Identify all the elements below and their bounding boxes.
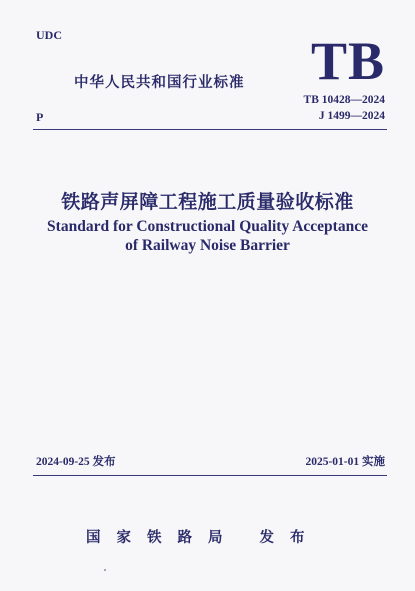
tb-logo: TB [310,31,385,91]
title-chinese: 铁路声屏障工程施工质量验收标准 [61,191,354,213]
publish-date: 2024-09-25 发布 [36,456,116,468]
ccs-label: P [36,110,44,124]
udc-label: UDC [36,28,62,42]
standard-type: 中华人民共和国行业标准 [74,75,245,91]
print-speck [104,569,106,571]
standard-numbers [304,92,385,124]
bottom-divider [33,475,387,476]
top-divider [33,129,387,130]
issuer: 国家铁路局 发布 [86,530,321,546]
title-english-line1: Standard for Constructional Quality Acceptance [47,218,368,235]
standard-number: TB 10428—2024 [303,94,385,106]
title-english-line2: of Railway Noise Barrier [125,237,290,254]
title-english [0,217,415,255]
record-number: J 1499—2024 [318,110,385,122]
implement-date: 2025-01-01 实施 [305,456,385,468]
